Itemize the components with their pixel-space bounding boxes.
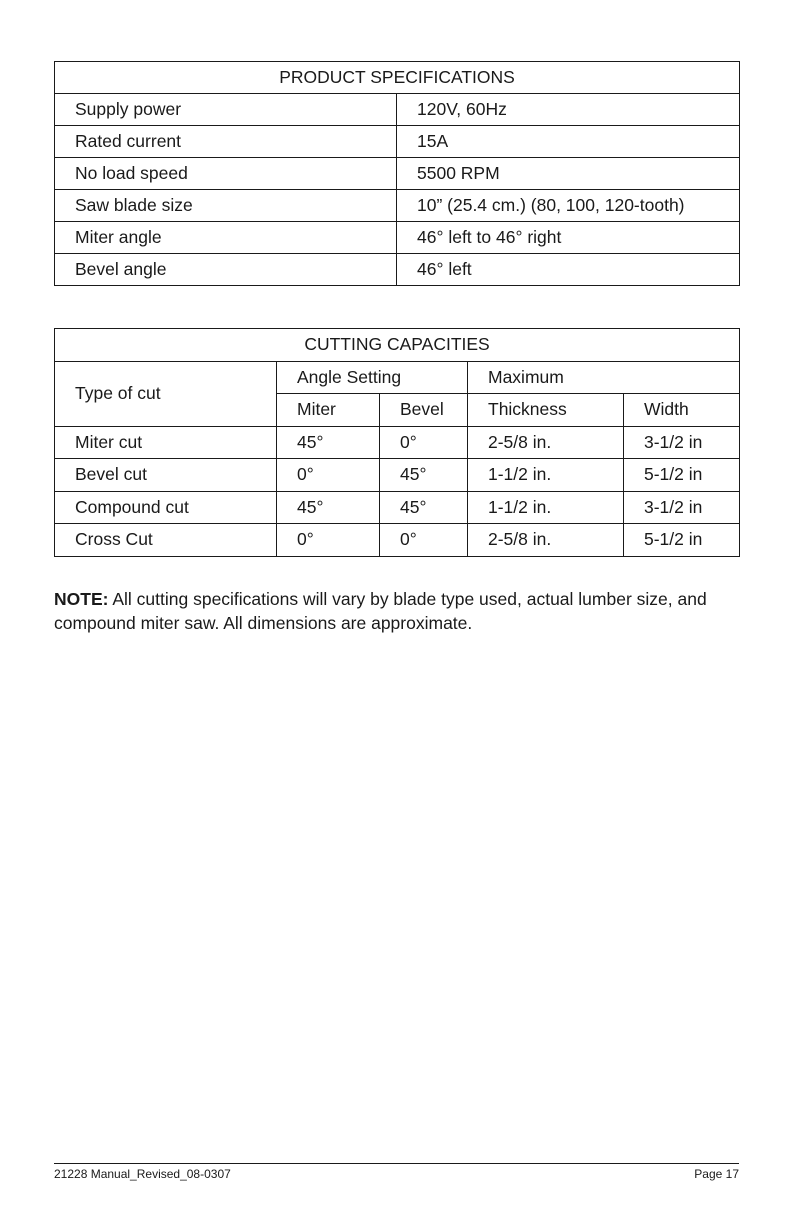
spec-label: Rated current: [55, 126, 397, 158]
bevel-value: 0°: [380, 426, 468, 459]
table-row: [55, 222, 740, 254]
table-row: [55, 94, 740, 126]
product-specifications-table: [54, 61, 740, 286]
spec-value: 46° left: [397, 254, 740, 286]
width-header: Width: [624, 394, 740, 427]
spec-label: Supply power: [55, 94, 397, 126]
width-value: 5-1/2 in: [624, 459, 740, 492]
miter-header: Miter: [277, 394, 380, 427]
thickness-value: 2-5/8 in.: [468, 524, 624, 557]
miter-value: 45°: [277, 491, 380, 524]
width-value: 5-1/2 in: [624, 524, 740, 557]
table-row: [55, 524, 740, 557]
note-text: All cutting specifications will vary by blade type used, actual lumber size, and compound miter saw. All dimensions are approximate.: [54, 589, 707, 633]
thickness-value: 2-5/8 in.: [468, 426, 624, 459]
cut-type: Compound cut: [55, 491, 277, 524]
cutting-capacities-table: [54, 328, 740, 557]
thickness-value: 1-1/2 in.: [468, 491, 624, 524]
miter-value: 45°: [277, 426, 380, 459]
type-of-cut-header: Type of cut: [55, 361, 277, 426]
table-row: [55, 158, 740, 190]
table-row: [55, 459, 740, 492]
table-row: [55, 126, 740, 158]
footer-document-id: 21228 Manual_Revised_08-0307: [54, 1167, 231, 1181]
product-specifications-title: PRODUCT SPECIFICATIONS: [55, 62, 740, 94]
spec-value: 46° left to 46° right: [397, 222, 740, 254]
thickness-value: 1-1/2 in.: [468, 459, 624, 492]
table-row: [55, 426, 740, 459]
bevel-value: 0°: [380, 524, 468, 557]
spec-label: No load speed: [55, 158, 397, 190]
width-value: 3-1/2 in: [624, 491, 740, 524]
cut-type: Bevel cut: [55, 459, 277, 492]
width-value: 3-1/2 in: [624, 426, 740, 459]
spec-value: 5500 RPM: [397, 158, 740, 190]
spec-value: 15A: [397, 126, 740, 158]
table-row: [55, 491, 740, 524]
bevel-value: 45°: [380, 491, 468, 524]
spec-label: Miter angle: [55, 222, 397, 254]
table-header-row: [55, 361, 740, 394]
note-label: NOTE:: [54, 589, 109, 609]
miter-value: 0°: [277, 459, 380, 492]
cut-type: Cross Cut: [55, 524, 277, 557]
bevel-header: Bevel: [380, 394, 468, 427]
cutting-capacities-title: CUTTING CAPACITIES: [55, 329, 740, 362]
maximum-header: Maximum: [468, 361, 740, 394]
miter-value: 0°: [277, 524, 380, 557]
spec-value: 120V, 60Hz: [397, 94, 740, 126]
footer-page-number: Page 17: [694, 1167, 739, 1181]
table-title-row: [55, 329, 740, 362]
cut-type: Miter cut: [55, 426, 277, 459]
spec-label: Saw blade size: [55, 190, 397, 222]
table-title-row: [55, 62, 740, 94]
thickness-header: Thickness: [468, 394, 624, 427]
note-paragraph: [54, 587, 744, 635]
footer-divider: [54, 1163, 739, 1164]
table-row: [55, 190, 740, 222]
spec-value: 10” (25.4 cm.) (80, 100, 120-tooth): [397, 190, 740, 222]
angle-setting-header: Angle Setting: [277, 361, 468, 394]
spec-label: Bevel angle: [55, 254, 397, 286]
bevel-value: 45°: [380, 459, 468, 492]
table-row: [55, 254, 740, 286]
